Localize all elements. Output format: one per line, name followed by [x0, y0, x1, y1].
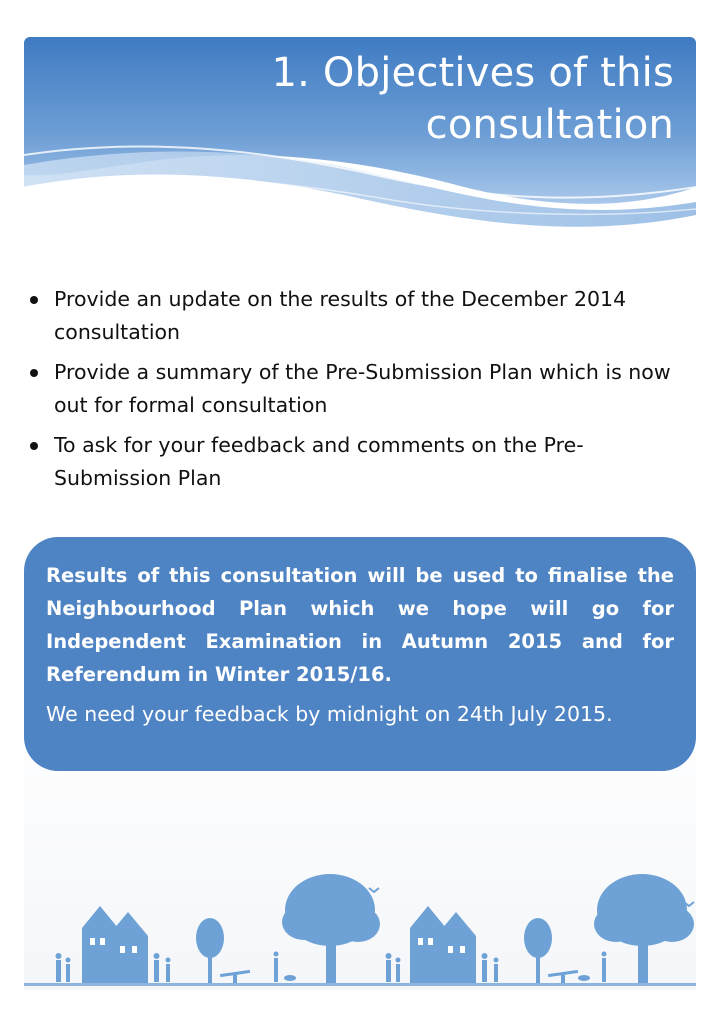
objective-text: To ask for your feedback and comments on the Pre-Submission Plan — [54, 433, 584, 490]
content-panel — [24, 37, 696, 990]
objective-text: Provide an update on the results of the December 2014 consultation — [54, 287, 627, 344]
bullet-icon — [30, 296, 38, 304]
village-silhouette-illustration — [24, 868, 696, 990]
title-line-2: consultation — [425, 102, 674, 148]
bullet-icon — [30, 442, 38, 450]
page-title — [271, 47, 674, 151]
bullet-icon — [30, 369, 38, 377]
callout-statement: Results of this consultation will be used to finalise the Neighbourhood Plan which we hope will go for Independent Examination in Autumn 2015 and for Referendum in Winter 2015/16. — [46, 564, 674, 686]
village-silhouette-icon — [24, 868, 696, 990]
title-line-1: 1. Objectives of this — [271, 50, 674, 96]
results-callout — [24, 537, 696, 771]
objective-text: Provide a summary of the Pre-Submission Plan which is now out for formal consultation — [54, 360, 671, 417]
list-item — [24, 429, 696, 495]
list-item — [24, 283, 696, 349]
list-item — [24, 356, 696, 422]
objectives-list — [24, 283, 696, 502]
header-banner — [24, 37, 696, 237]
callout-deadline: We need your feedback by midnight on 24th July 2015. — [46, 702, 613, 726]
